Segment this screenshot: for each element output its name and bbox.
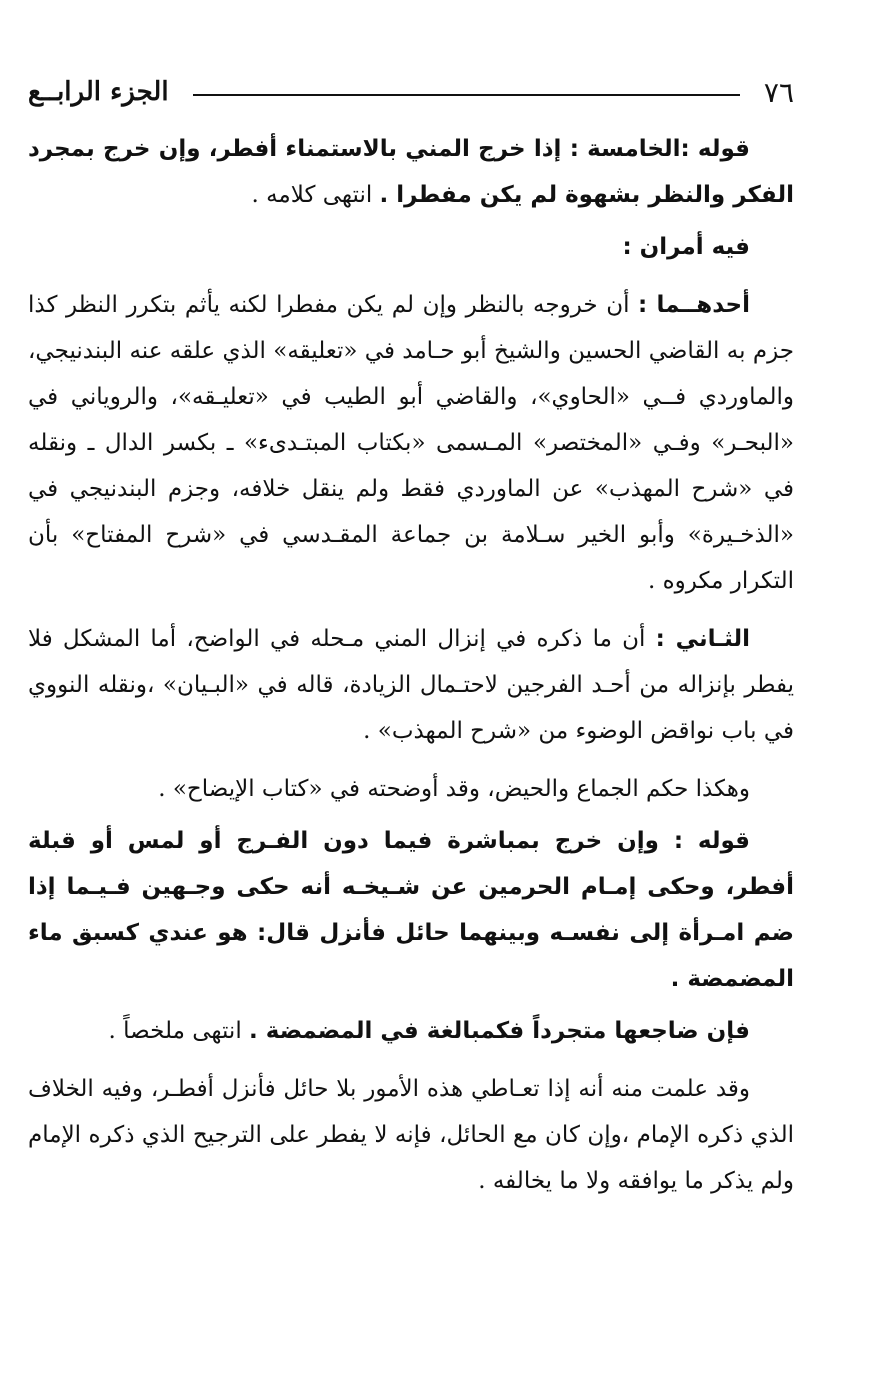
statement-end-note: انتهى كلامه . (251, 182, 373, 208)
part-title: الجزء الرابــع (28, 77, 169, 107)
header-rule (193, 94, 740, 96)
paragraph-6 (28, 818, 794, 1002)
quoted-statement: قوله :الخامسة : إذا خرج المني بالاستمناء أفطر، وإن خرج بمجرد الفكر والنظر بشهوة لم يكن مفطرا . (28, 136, 794, 208)
first-point-label: أحدهــما : (638, 292, 750, 318)
paragraph-4 (28, 616, 794, 754)
quoted-statement-2: قوله : وإن خرج بمباشرة فيما دون الفـرج أو لمس أو قبلة أفطر، وحكى إمـام الحرمين عن شـيخـه أنه حكى وجـهين فـيـما إذا ضم امـرأة إلى نفسـه وبينهما حائل فأنزل قال: هو عندي كسبق ماء المضمضة . (28, 828, 794, 992)
paragraph-2 (28, 224, 794, 270)
second-point-text: أن ما ذكره في إنزال المني مـحله في الواضح، أما المشكل فلا يفطر بإنزاله من أحـد الفرجين لاحتـمال الزيادة، قاله في «البـيان» ،ونقله النووي في باب نواقض الوضوء من «شرح المهذب» . (28, 626, 794, 744)
paragraph-5 (28, 766, 794, 812)
paragraph-7 (28, 1008, 794, 1054)
first-point-text: أن خروجه بالنظر وإن لم يكن مفطرا لكنه يأثم بتكرر النظر كذا جزم به القاضي الحسين والشيخ أبو حـامد في «تعليقه» الذي علقه عنه البندنيجي، والماوردي فــي «الحاوي»، والقاضي أبو الطيب في «تعليـقه»، والروياني في «البحـر» وفـي «المختصر» المـسمى «بكتاب المبتـدىء» ـ بكسر الدال ـ ونقله في «شرح المهذب» عن الماوردي فقط ولم ينقل خلافه، وجزم البندنيجي في «الذخـيرة» وأبو الخير سـلامة بن جماعة المقـدسي في «شرح المفتاح» بأن التكرار مكروه . (28, 292, 794, 594)
summary-note: انتهى ملخصاً . (108, 1018, 250, 1044)
page-number: ٧٦ (763, 75, 794, 109)
commentary-text: وقد علمت منه أنه إذا تعـاطي هذه الأمور بلا حائل فأنزل أفطـر، وفيه الخلاف الذي ذكره الإمام ،وإن كان مع الحائل، فإنه لا يفطر على الترجيح الذي ذكره الإمام ولم يذكر ما يوافقه ولا ما يخالفه . (28, 1076, 794, 1194)
paragraph-1 (28, 126, 794, 218)
quoted-statement-3: فإن ضاجعها متجرداً فكمبالغة في المضمضة . (249, 1018, 750, 1044)
running-header (28, 70, 794, 114)
body-text (28, 126, 794, 1216)
section-intro: فيه أمران : (622, 234, 750, 260)
paragraph-8 (28, 1066, 794, 1204)
paragraph-3 (28, 282, 794, 604)
second-point-label: الثـاني : (655, 626, 750, 652)
note-text: وهكذا حكم الجماع والحيض، وقد أوضحته في «كتاب الإيضاح» . (158, 776, 750, 802)
